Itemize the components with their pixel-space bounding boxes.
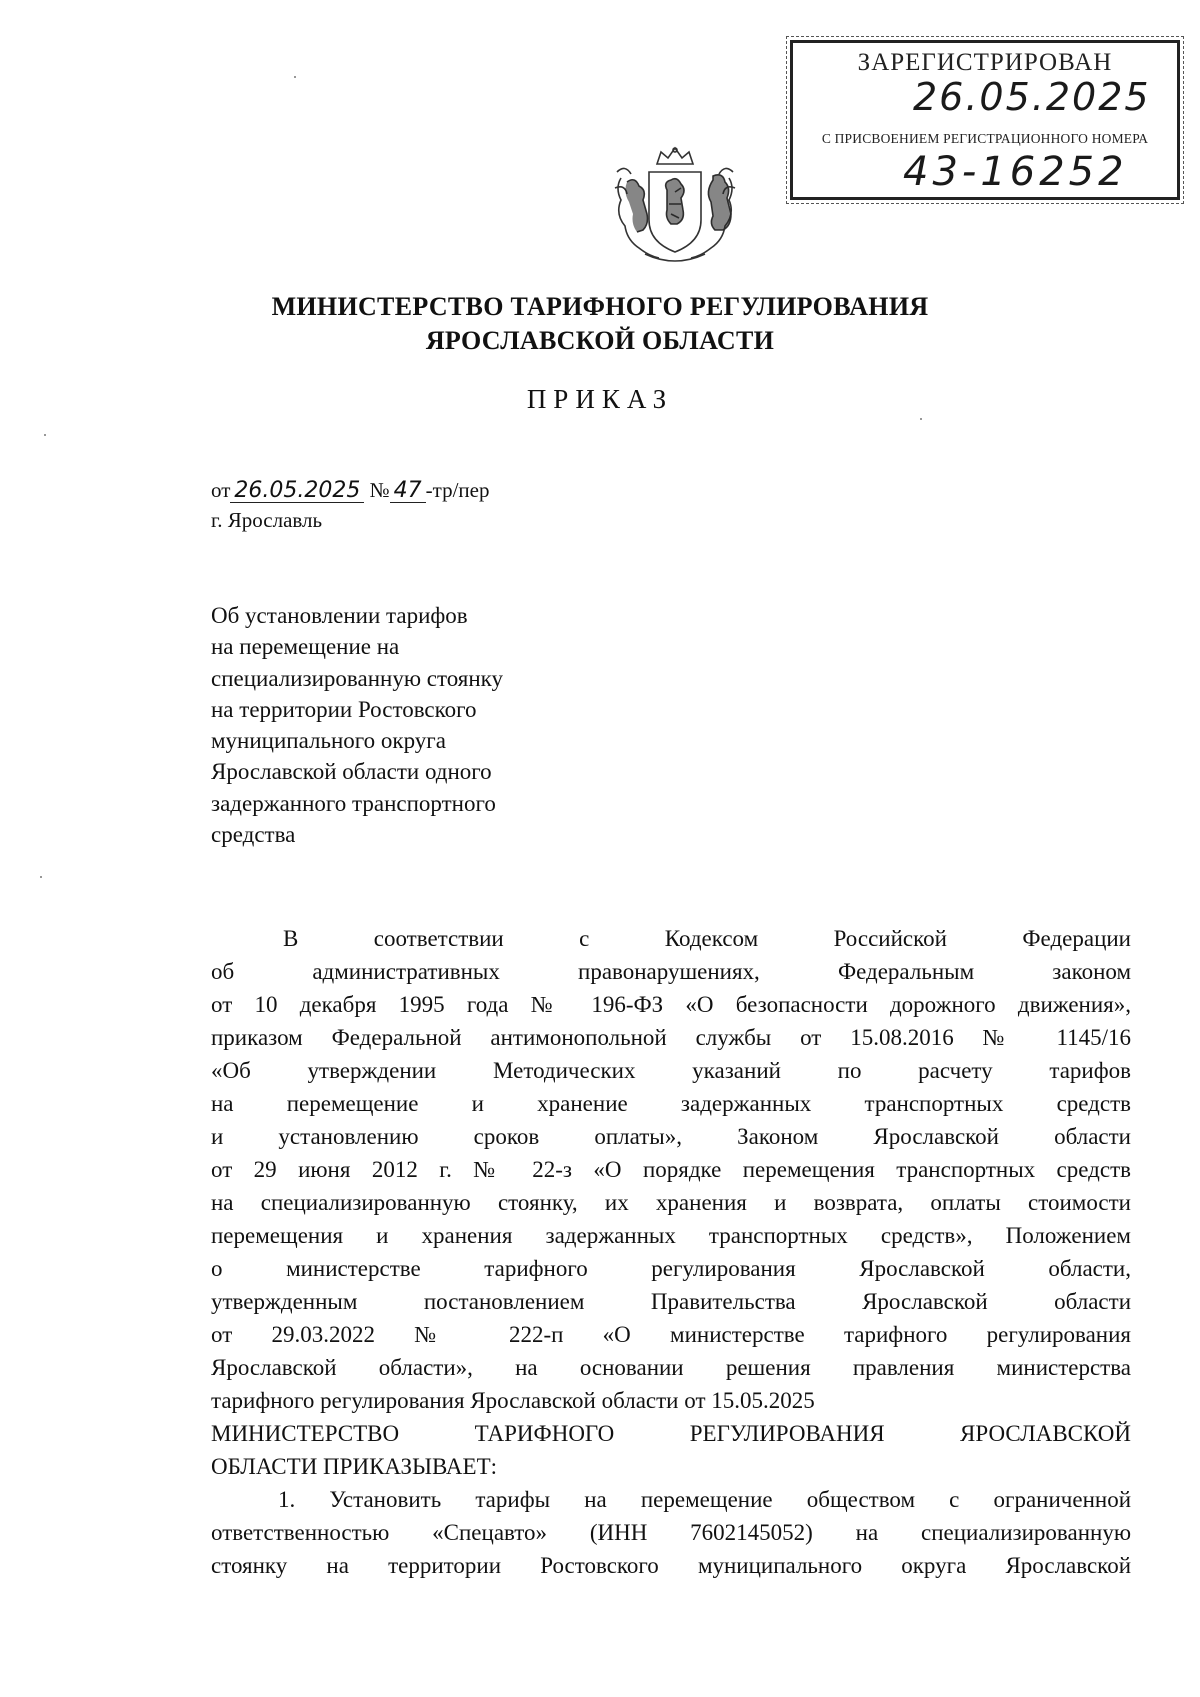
body-line: «Об утверждении Методических указаний по расчету тарифов xyxy=(211,1058,1131,1083)
subject-line: на территории Ростовского xyxy=(211,696,477,722)
subject-line: специализированную стоянку xyxy=(211,665,504,691)
body-line: о министерстве тарифного регулирования Ярославской области, xyxy=(211,1256,1131,1281)
body-line: МИНИСТЕРСТВО ТАРИФНОГО РЕГУЛИРОВАНИЯ ЯРОСЛАВСКОЙ xyxy=(211,1421,1131,1446)
subject-line: на перемещение на xyxy=(211,634,400,660)
body-line: утвержденным постановлением Правительства Ярославской области xyxy=(211,1289,1131,1314)
scan-speck xyxy=(40,876,42,878)
body-line: приказом Федеральной антимонопольной службы от 15.08.2016 № 1145/16 xyxy=(211,1025,1131,1050)
subject-line: задержанного транспортного xyxy=(211,790,496,816)
number-sign: № xyxy=(369,478,390,502)
organization-name-line2: ЯРОСЛАВСКОЙ ОБЛАСТИ xyxy=(425,326,775,355)
city: г. Ярославль xyxy=(211,508,323,532)
stamp-title: ЗАРЕГИСТРИРОВАН xyxy=(857,49,1113,76)
body-line: на специализированную стоянку, их хранения и возврата, оплаты стоимости xyxy=(211,1190,1131,1215)
body-line: тарифного регулирования Ярославской области от 15.05.2025 xyxy=(211,1388,815,1413)
scan-speck xyxy=(44,434,46,436)
body-line: ответственностью «Спецавто» (ИНН 7602145052) на специализированную xyxy=(211,1520,1131,1545)
body-line: от 29.03.2022 № 222-п «О министерстве тарифного регулирования xyxy=(211,1322,1131,1347)
body-line: ОБЛАСТИ ПРИКАЗЫВАЕТ: xyxy=(211,1454,498,1479)
scan-speck xyxy=(920,418,922,420)
scan-speck xyxy=(294,76,296,78)
number-suffix: -тр/пер xyxy=(425,478,490,502)
order-date: 26.05.2025 xyxy=(230,480,364,503)
order-subject xyxy=(211,600,591,850)
body-line: 1. Установить тарифы на перемещение обществом с ограниченной xyxy=(278,1487,1131,1512)
registration-stamp xyxy=(790,40,1180,200)
body-line: от 10 декабря 1995 года № 196-ФЗ «О безопасности дорожного движения», xyxy=(211,992,1131,1017)
date-prefix: от xyxy=(211,478,231,502)
body-line: стоянку на территории Ростовского муниципального округа Ярославской xyxy=(211,1553,1131,1578)
subject-line: средства xyxy=(211,822,296,848)
subject-line: Об установлении тарифов xyxy=(211,603,468,628)
coat-of-arms-icon xyxy=(605,142,745,270)
organization-name-line1: МИНИСТЕРСТВО ТАРИФНОГО РЕГУЛИРОВАНИЯ xyxy=(271,292,929,321)
body-line: и установлению сроков оплаты», Законом Ярославской области xyxy=(211,1124,1131,1149)
body-line: от 29 июня 2012 г. № 22-з «О порядке перемещения транспортных средств xyxy=(211,1157,1131,1182)
subject-line: муниципального округа xyxy=(211,728,446,754)
body-line: перемещения и хранения задержанных транспортных средств», Положением xyxy=(211,1223,1131,1248)
body-line: Ярославской области», на основании решения правления министерства xyxy=(211,1355,1131,1380)
stamp-date: 26.05.2025 xyxy=(913,75,1151,119)
order-date-number xyxy=(211,478,490,503)
body-line: на перемещение и хранение задержанных транспортных средств xyxy=(211,1091,1131,1116)
subject-line: Ярославской области одного xyxy=(211,759,492,785)
stamp-number: 43-16252 xyxy=(903,149,1128,195)
body-line: В соответствии с Кодексом Российской Федерации xyxy=(283,926,1131,951)
order-number: 47 xyxy=(390,480,426,503)
document-type: ПРИКАЗ xyxy=(526,384,674,414)
stamp-caption: С ПРИСВОЕНИЕМ РЕГИСТРАЦИОННОГО НОМЕРА xyxy=(821,131,1149,146)
body-line: об административных правонарушениях, Федеральным законом xyxy=(211,959,1131,984)
